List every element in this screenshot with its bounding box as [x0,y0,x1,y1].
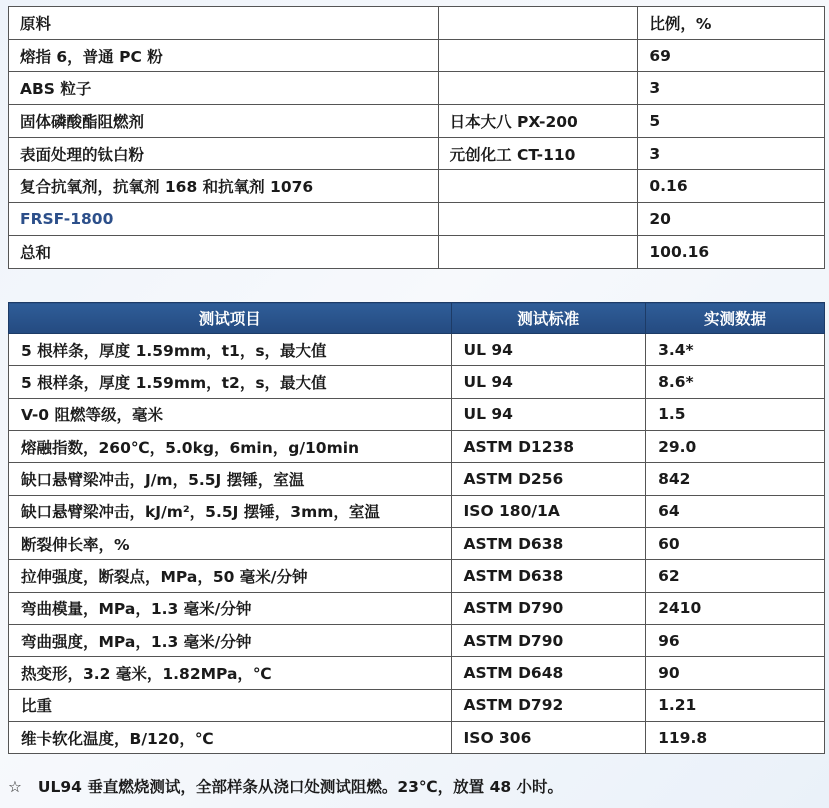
table-row [9,398,825,430]
test-value: 8.6* [646,366,825,398]
table-row [9,72,825,105]
test-item: V-0 阻燃等级，毫米 [9,398,452,430]
table-row [9,366,825,398]
table-row [9,495,825,527]
test-value: 60 [646,528,825,560]
formulation-table [8,6,825,269]
material-name: ABS 粒子 [9,72,439,105]
test-value: 96 [646,625,825,657]
test-standard: ASTM D792 [451,689,646,721]
header-ratio: 比例，% [638,7,825,40]
material-supplier [438,72,638,105]
test-standard: ASTM D638 [451,528,646,560]
table-row [9,463,825,495]
material-supplier [438,203,638,236]
table-row [9,137,825,170]
test-item: 拉伸强度，断裂点，MPa，50 毫米/分钟 [9,560,452,592]
test-results-table [8,302,825,754]
material-ratio: 5 [638,105,825,138]
material-supplier: 日本大八 PX-200 [438,105,638,138]
test-standard: UL 94 [451,398,646,430]
formulation-header-row [9,7,825,40]
test-item: 断裂伸长率，% [9,528,452,560]
test-item: 5 根样条，厚度 1.59mm，t2，s，最大值 [9,366,452,398]
table-row [9,334,825,366]
star-icon: ☆ [8,778,22,796]
test-standard: UL 94 [451,334,646,366]
material-ratio: 0.16 [638,170,825,203]
total-label: 总和 [9,235,439,268]
table-row [9,722,825,754]
test-standard: ASTM D638 [451,560,646,592]
table-row [9,105,825,138]
material-supplier [438,235,638,268]
table-row [9,431,825,463]
test-standard: UL 94 [451,366,646,398]
material-supplier [438,39,638,72]
test-value: 119.8 [646,722,825,754]
test-item: 熔融指数，260℃，5.0kg，6min，g/10min [9,431,452,463]
table-row-total [9,235,825,268]
test-value: 2410 [646,592,825,624]
header-test-standard: 测试标准 [451,303,646,334]
test-value: 29.0 [646,431,825,463]
footnote-text: UL94 垂直燃烧测试，全部样条从浇口处测试阻燃。23℃，放置 48 小时。 [37,778,564,796]
test-standard: ASTM D790 [451,625,646,657]
material-ratio: 69 [638,39,825,72]
test-standard: ISO 306 [451,722,646,754]
test-standard: ASTM D790 [451,592,646,624]
material-name: 表面处理的钛白粉 [9,137,439,170]
test-item: 弯曲强度，MPa，1.3 毫米/分钟 [9,625,452,657]
footnote [8,775,563,797]
total-value: 100.16 [638,235,825,268]
table-row [9,528,825,560]
test-item: 5 根样条，厚度 1.59mm，t1，s，最大值 [9,334,452,366]
header-supplier [438,7,638,40]
test-value: 90 [646,657,825,689]
material-name: 固体磷酸酯阻燃剂 [9,105,439,138]
table-row [9,592,825,624]
material-ratio: 20 [638,203,825,236]
test-standard: ASTM D256 [451,463,646,495]
table-row [9,39,825,72]
table-row [9,625,825,657]
test-item: 比重 [9,689,452,721]
test-standard: ISO 180/1A [451,495,646,527]
table-row [9,170,825,203]
test-value: 64 [646,495,825,527]
test-value: 1.21 [646,689,825,721]
tests-header-row [9,303,825,334]
header-material: 原料 [9,7,439,40]
test-item: 维卡软化温度，B/120，℃ [9,722,452,754]
test-item: 热变形，3.2 毫米，1.82MPa，℃ [9,657,452,689]
test-item: 缺口悬臂梁冲击，kJ/m²，5.5J 摆锤，3mm，室温 [9,495,452,527]
header-test-value: 实测数据 [646,303,825,334]
table-row [9,560,825,592]
test-item: 缺口悬臂梁冲击，J/m，5.5J 摆锤，室温 [9,463,452,495]
material-ratio: 3 [638,72,825,105]
table-row [9,203,825,236]
material-name: 熔指 6，普通 PC 粉 [9,39,439,72]
material-supplier: 元创化工 CT-110 [438,137,638,170]
header-test-item: 测试项目 [9,303,452,334]
material-name: 复合抗氧剂，抗氧剂 168 和抗氧剂 1076 [9,170,439,203]
material-supplier [438,170,638,203]
table-row [9,689,825,721]
test-item: 弯曲模量，MPa，1.3 毫米/分钟 [9,592,452,624]
material-name-highlight: FRSF-1800 [9,203,439,236]
test-value: 1.5 [646,398,825,430]
table-row [9,657,825,689]
test-standard: ASTM D1238 [451,431,646,463]
test-value: 3.4* [646,334,825,366]
test-value: 842 [646,463,825,495]
material-ratio: 3 [638,137,825,170]
test-standard: ASTM D648 [451,657,646,689]
test-value: 62 [646,560,825,592]
